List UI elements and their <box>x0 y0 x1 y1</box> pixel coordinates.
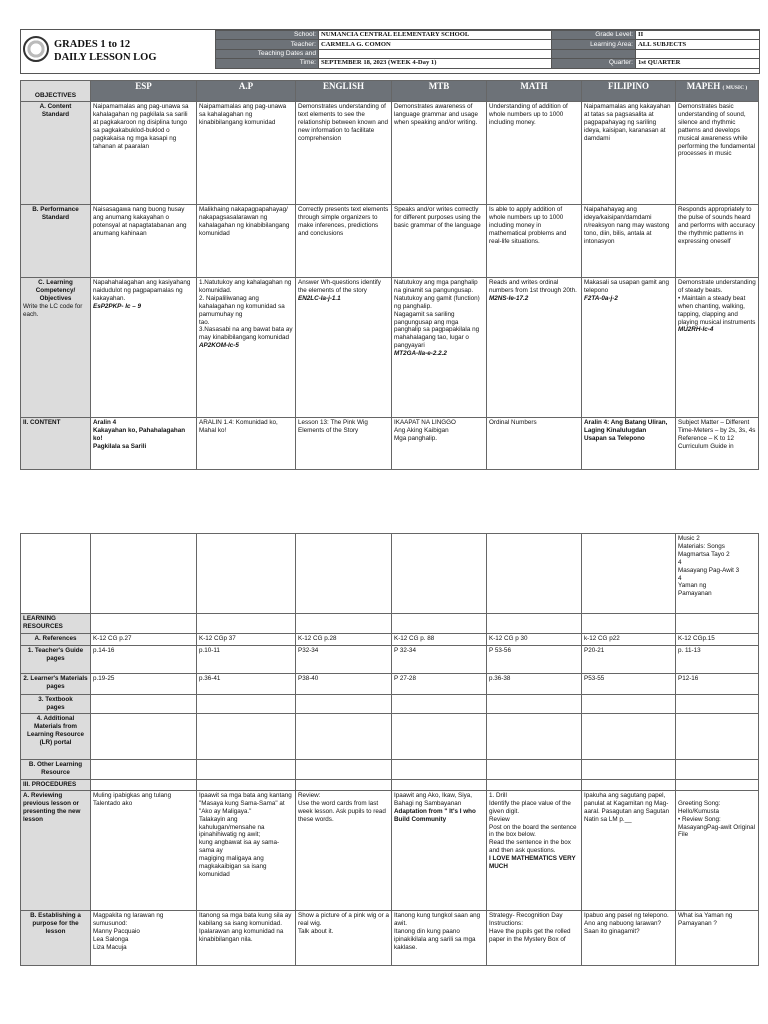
row-label: 3. Textbook pages <box>21 695 91 714</box>
cell-text: Demonstrate understanding of steady beats. • Maintain a steady beat when chanting, walking, tapping, clapping and playing musical instruments <box>678 279 756 326</box>
row-label: B. Establishing a purpose for the lesson <box>21 910 91 965</box>
area-label: Learning Area: <box>552 40 636 49</box>
cell-mapeh-continued: Music 2 Materials: Songs Magmartsa Tayo 2 4 Masayang Pag-Awit 3 4 Yaman ng Pamayanan <box>676 534 759 614</box>
cell-math: Understanding of addition of whole numbers up to 1000 including money. <box>487 102 582 205</box>
row-other-resources <box>21 760 759 780</box>
row-label: B. Performance Standard <box>21 205 91 278</box>
row-textbook <box>21 695 759 714</box>
col-math: MATH <box>487 81 582 102</box>
lc-code: EN2LC-Ia-j-1.1 <box>298 294 341 302</box>
cell-esp: K-12 CG p.27 <box>91 634 197 646</box>
cell-mapeh: Subject Matter – Different Time-Meters – by 2s, 3s, 4s Reference – K to 12 Curriculum Guide in <box>676 418 759 470</box>
lc-code: M2NS-Ie-17.2 <box>489 294 529 302</box>
cell-math: Is able to apply addition of whole numbers up to 1000 including money in mathematical problems and real-life situations. <box>487 205 582 278</box>
cell-english: Demonstrates understanding of text elements to see the relationship between known and new information to facilitate comprehension <box>296 102 392 205</box>
cell-mtb <box>392 790 487 910</box>
row-label: C. Learning Competency/ Objectives <box>35 279 76 302</box>
cell-esp: p.14-16 <box>91 646 197 674</box>
cell-math: Ordinal Numbers <box>487 418 582 470</box>
cell-filipino: Naipamamalas ang kakayahan at tatas sa pagsasalita at pagpapahayag ng sariling ideya, kaisipan, karanasan at damdami <box>582 102 676 205</box>
row-label: 4. Additional Materials from Learning Resource (LR) portal <box>21 714 91 760</box>
lc-code: MT2GA-IIa-e-2.2.2 <box>394 350 447 358</box>
cell-ap: p.10-11 <box>197 646 296 674</box>
cell-english: P38-40 <box>296 674 392 695</box>
cell-filipino: Aralin 4: Ang Batang Uliran, Laging Kinalulugdan Usapan sa Telepono <box>582 418 676 470</box>
cell-filipino: Ipabuo ang pasel ng telepono. Ano ang nabuong larawan? Saan ito ginagamit? <box>582 910 676 965</box>
col-mapeh <box>676 81 759 102</box>
cell-ap: K-12 CGp 37 <box>197 634 296 646</box>
cell-ap: Ipaawit sa mga bata ang kantang "Masaya kung Sama-Sama" at "Ako ay Maligaya." Talakayin ang kahulugan/mensahe na ipinahihiwatig ng awit; kung angbawat isa ay sama-sama ay magiging maligaya ang magkakaibigan sa isang komunidad <box>197 790 296 910</box>
row-reviewing <box>21 790 759 910</box>
cell-esp: Naisasagawa nang buong husay ang anumang kakayahan o potensyal at napagtatabanan ang anumang kahinaan <box>91 205 197 278</box>
row-content <box>21 418 759 470</box>
cell-mtb: Speaks and/or writes correctly for different purposes using the basic grammar of the language <box>392 205 487 278</box>
cell-bold-text: I LOVE MATHEMATICS VERY MUCH <box>489 855 576 871</box>
row-label: III. PROCEDURES <box>21 780 91 791</box>
cell-math: K-12 CG p 30 <box>487 634 582 646</box>
cell-esp: Muling ipabigkas ang tulang Talentado ako <box>91 790 197 910</box>
cell-math <box>487 278 582 418</box>
grade-label: Grade Level: <box>552 31 636 40</box>
cell-mapeh: K-12 CGp.15 <box>676 634 759 646</box>
col-ap: A.P <box>197 81 296 102</box>
cell-mapeh: P12-16 <box>676 674 759 695</box>
cell-text: 1.Natutukoy ang kahalagahan ng komunidad. 2. Naipaliliwanag ang kahalagahan ng komunidad sa pamumuhay ng tao. 3.Nasasabi na ang bawat bata ay may kinabibilangang komunidad <box>199 279 293 342</box>
cell-mtb <box>392 278 487 418</box>
cell-mtb: Demonstrates awareness of language grammar and usage when speaking and/or writing. <box>392 102 487 205</box>
cell-text: 1. Drill Identify the place value of the given digit. Review Post on the board the sentence in the box below. Read the sentence in the box and then ask questions. <box>489 791 577 855</box>
cell-text: Natutukoy ang mga panghalip na ginamit sa pangungusap. Natutukoy ang gamit (function) ng panghalip. Nagagamit sa sariling pangungusap ang mga panghalip sa pagpapakilala ng mahahalagang tao, lugar o pangyayari <box>394 279 480 350</box>
title-line-2: DAILY LESSON LOG <box>54 52 157 63</box>
dll-title <box>54 38 157 64</box>
row-label: II. CONTENT <box>21 418 91 470</box>
cell-mapeh: Demonstrates basic understanding of sound, silence and rhythmic patterns and develops musical awareness while performing the fundamental processes in music <box>676 102 759 205</box>
school-label: School: <box>216 31 319 40</box>
row-label: A. Content Standard <box>21 102 91 205</box>
cell-ap: Naipamamalas ang pag-unawa sa kahalagahan ng kinabibilangang komunidad <box>197 102 296 205</box>
cell-mapeh: Responds appropriately to the pulse of sounds heard and performs with accuracy the rhythmic patterns in expressing oneself <box>676 205 759 278</box>
cell-mapeh: p. 11-13 <box>676 646 759 674</box>
cell-esp: Aralin 4 Kakayahan ko, Pahahalagahan ko! Pagkilala sa Sarili <box>91 418 197 470</box>
row-additional-materials <box>21 714 759 760</box>
dates-label-1: Teaching Dates and <box>216 49 319 58</box>
row-teachers-guide <box>21 646 759 674</box>
row-label: B. Other Learning Resource <box>21 760 91 780</box>
cell-esp: Naipamamalas ang pag-unawa sa kahalagahan ng pagkilala sa sarili at pagkakaroon ng disiplina tungo sa pagkakabuklod-buklod o pagkakaisa ng mga kasapi ng tahanan at paaralan <box>91 102 197 205</box>
row-label-note: Write the LC code for each. <box>23 302 83 318</box>
objectives-table <box>20 80 759 470</box>
row-content-standard <box>21 102 759 205</box>
resources-procedures-table <box>20 533 759 966</box>
cell-math: p.36-38 <box>487 674 582 695</box>
dates-label-2: Time: <box>216 59 319 68</box>
cell-mapeh <box>676 278 759 418</box>
cell-mapeh: Greeting Song: Hello/Kumusta • Review Song: MasayangPag-awit Original File <box>676 790 759 910</box>
cell-ap: p.36-41 <box>197 674 296 695</box>
cell-math <box>487 790 582 910</box>
cell-text: Napahahalagahan ang kasiyahang naidudulot ng pagpapamalas ng kakayahan. <box>93 279 191 302</box>
col-filipino: FILIPINO <box>582 81 676 102</box>
row-performance-standard <box>21 205 759 278</box>
row-label: 2. Learner's Materials pages <box>21 674 91 695</box>
cell-esp <box>91 278 197 418</box>
cell-ap: ARALIN 1.4: Komunidad ko, Mahal ko! <box>197 418 296 470</box>
row-references <box>21 634 759 646</box>
cell-filipino: Ipakuha ang sagutang papel, panulat at Kagamitan ng Mag-aaral. Pasagutan ang Sagutan Natin sa LM p.__ <box>582 790 676 910</box>
area-value: ALL SUBJECTS <box>636 40 760 49</box>
row-label: LEARNING RESOURCES <box>21 614 91 634</box>
quarter-value: 1st QUARTER <box>636 59 760 68</box>
title-line-1: GRADES 1 to 12 <box>54 39 131 50</box>
cell-mtb: P 32-34 <box>392 646 487 674</box>
school-value: NUMANCIA CENTRAL ELEMENTARY SCHOOL <box>319 31 569 40</box>
cell-english: P32-34 <box>296 646 392 674</box>
cell-filipino: P53-55 <box>582 674 676 695</box>
objectives-header: OBJECTIVES <box>21 81 91 102</box>
cell-english <box>296 278 392 418</box>
dates-value: SEPTEMBER 18, 2023 (WEEK 4-Day 1) <box>319 59 569 68</box>
row-continued <box>21 534 759 614</box>
cell-filipino: P20-21 <box>582 646 676 674</box>
dll-header <box>20 29 760 74</box>
teacher-value: CARMELA G. COMON <box>319 40 569 49</box>
row-procedures <box>21 780 759 791</box>
cell-text: Answer Wh-questions identify the elements of the story <box>298 279 381 294</box>
quarter-label: Quarter: <box>552 59 636 68</box>
teacher-label: Teacher: <box>216 40 319 49</box>
cell-ap: Malikhaing nakapagpapahayag/ nakapagsasalarawan ng kahalagahan ng kinabibilangang komunidad <box>197 205 296 278</box>
lc-code: AP2KOM-Ic-5 <box>199 342 239 350</box>
lc-code: MU2RH-Ic-4 <box>678 326 714 334</box>
grade-value: II <box>636 31 760 40</box>
lc-code: EsP2PKP- Ic – 9 <box>93 302 141 310</box>
lc-code: F2TA-0a-j-2 <box>584 294 618 302</box>
cell-english: K-12 CG p.28 <box>296 634 392 646</box>
header-info-right <box>551 30 760 69</box>
col-english: ENGLISH <box>296 81 392 102</box>
row-learning-resources <box>21 614 759 634</box>
col-mapeh-sub: ( MUSIC ) <box>722 85 748 91</box>
row-label-cell <box>21 278 91 418</box>
cell-bold-text: Adaptation from " It's I who Build Community <box>394 807 476 823</box>
cell-filipino: Naipahahayag ang ideya/kaisipan/damdami n/reaksyon nang may wastong tono, diin, bilis, antala at intonasyon <box>582 205 676 278</box>
cell-esp: Magpakita ng larawan ng sumusunod: Manny Pacquaio Lea Salonga Liza Macuja <box>91 910 197 965</box>
cell-math: P 53-56 <box>487 646 582 674</box>
cell-text: Ipaawit ang Ako, Ikaw, Siya, Bahagi ng Sambayanan <box>394 791 473 807</box>
row-learning-competency <box>21 278 759 418</box>
cell-math: Strategy- Recognition Day Instructions: Have the pupils get the rolled paper in the Mystery Box of <box>487 910 582 965</box>
cell-mtb: IKAAPAT NA LINGGO Ang Aking Kaibigan Mga panghalip. <box>392 418 487 470</box>
deped-seal-icon <box>23 36 49 62</box>
cell-filipino <box>582 278 676 418</box>
cell-english: Correctly presents text elements through simple organizers to make inferences, predictions and conclusions <box>296 205 392 278</box>
col-mapeh-label: MAPEH <box>686 81 721 91</box>
cell-text: Makasali sa usapan gamit ang telepono <box>584 279 670 294</box>
row-establishing-purpose <box>21 910 759 965</box>
cell-text: Reads and writes ordinal numbers from 1st through 20th. <box>489 279 577 294</box>
cell-ap <box>197 278 296 418</box>
cell-mtb: P 27-28 <box>392 674 487 695</box>
cell-english: Review: Use the word cards from last week lesson. Ask pupils to read these words. <box>296 790 392 910</box>
cell-filipino: k-12 CG p22 <box>582 634 676 646</box>
cell-english: Lesson 13: The Pink Wig Elements of the Story <box>296 418 392 470</box>
header-info-left <box>215 30 569 69</box>
col-esp: ESP <box>91 81 197 102</box>
row-label: 1. Teacher's Guide pages <box>21 646 91 674</box>
cell-mtb: Itanong kung tungkol saan ang awit. Itanong din kung paano ipinakikilala ang sarili sa mga kaklase. <box>392 910 487 965</box>
cell-english: Show a picture of a pink wig or a real wig. Talk about it. <box>296 910 392 965</box>
row-learners-materials <box>21 674 759 695</box>
cell-mtb: K-12 CG p. 88 <box>392 634 487 646</box>
cell-esp: p.19-25 <box>91 674 197 695</box>
cell-mapeh: What isa Yaman ng Pamayanan ? <box>676 910 759 965</box>
row-label: A. Reviewing previous lesson or presenting the new lesson <box>21 790 91 910</box>
row-label: A. References <box>21 634 91 646</box>
cell-ap: Itanong sa mga bata kung sila ay kabilang sa isang komunidad. Ipalarawan ang komunidad na kinabibilangan nila. <box>197 910 296 965</box>
col-mtb: MTB <box>392 81 487 102</box>
